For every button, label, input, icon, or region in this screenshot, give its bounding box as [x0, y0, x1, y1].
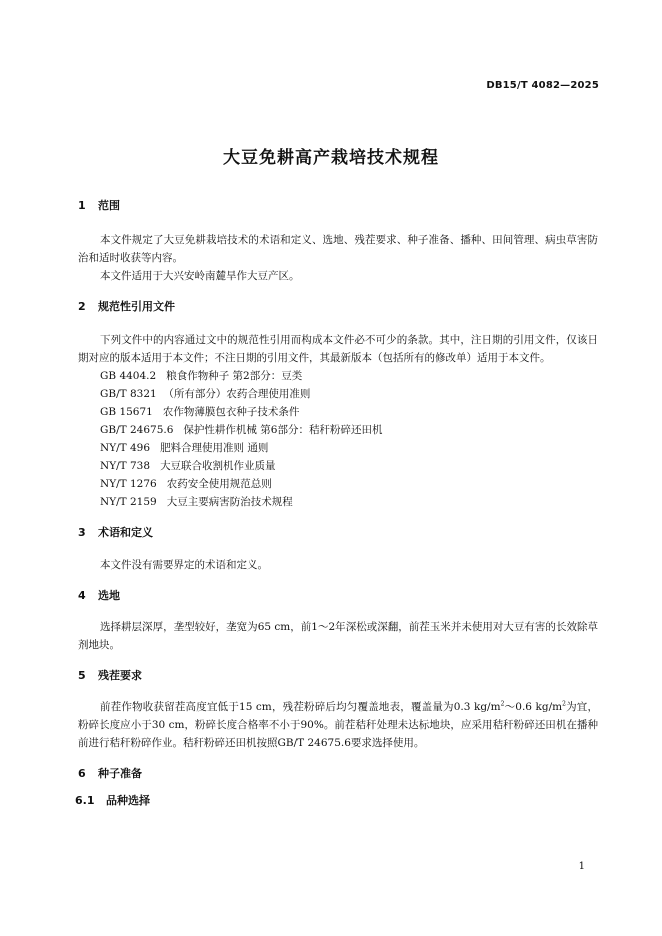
reference-code: NY/T 738: [100, 460, 151, 472]
section-title: 术语和定义: [98, 526, 153, 539]
subsection-number: 6.1: [75, 794, 95, 807]
section-number: 5: [78, 669, 86, 682]
section-number: 4: [78, 589, 86, 602]
reference-code: GB/T 8321: [100, 388, 157, 400]
site-selection-paragraph: 选择耕层深厚，垄型较好，垄宽为65 cm，前1～2年深松或深翻，前茬玉米并未使用对大豆有害的长效除草剂地块。: [78, 621, 598, 651]
section-number: 1: [78, 199, 86, 212]
reference-item: [78, 439, 598, 457]
superscript: 2: [562, 700, 566, 708]
section-heading-scope: [78, 198, 598, 214]
stubble-text-part-2: ～0.6 kg/m: [504, 701, 563, 713]
reference-title: 农药安全使用规范总则: [166, 478, 272, 490]
section-title: 种子准备: [98, 767, 142, 780]
section-heading-terms: [78, 525, 598, 541]
section-heading-stubble-requirements: [78, 668, 598, 684]
reference-code: NY/T 2159: [100, 496, 157, 508]
reference-code: GB/T 24675.6: [100, 424, 174, 436]
stubble-text-part-3: 为宜，粉碎长度应小于30 cm，粉碎长度合格率不小于90%。前茬秸秆处理未达标地块，应采用秸秆粉碎还田机在播种前进行秸秆粉碎作业。秸秆粉碎还田机按照GB/T 24675.6要求选择使用。: [78, 701, 599, 749]
references-intro-paragraph: 下列文件中的内容通过文中的规范性引用而构成本文件必不可少的条款。其中，注日期的引用文件，仅该日期对应的版本适用于本文件；不注日期的引用文件，其最新版本（包括所有的修改单）适用于本文件。: [78, 334, 598, 364]
terms-paragraph: 本文件没有需要界定的术语和定义。: [100, 559, 268, 571]
reference-item: [78, 493, 598, 511]
stubble-requirements-paragraph: [78, 698, 598, 752]
reference-title: 粮食作物种子 第2部分：豆类: [166, 370, 303, 382]
section-title: 规范性引用文件: [98, 300, 175, 313]
reference-code: NY/T 1276: [100, 478, 157, 490]
reference-title: 农作物薄膜包衣种子技术条件: [162, 406, 300, 418]
reference-item: [78, 403, 598, 421]
reference-title: 保护性耕作机械 第6部分：秸秆粉碎还田机: [183, 424, 383, 436]
reference-title: 肥料合理使用准则 通则: [160, 442, 269, 454]
section-number: 3: [78, 526, 86, 539]
reference-item: [78, 367, 598, 385]
section-number: 6: [78, 767, 86, 780]
reference-item: [78, 475, 598, 493]
reference-code: GB 15671: [100, 406, 153, 418]
page-number: 1: [578, 861, 585, 872]
scope-paragraph-2: 本文件适用于大兴安岭南麓旱作大豆产区。: [100, 270, 300, 282]
scope-paragraph-1: 本文件规定了大豆免耕栽培技术的术语和定义、选地、残茬要求、种子准备、播种、田间管理、病虫草害防治和适时收获等内容。: [78, 234, 598, 264]
section-heading-seed-preparation: [78, 766, 598, 782]
subsection-title: 品种选择: [106, 794, 150, 807]
section-title: 选地: [98, 589, 120, 602]
section-heading-site-selection: [78, 588, 598, 604]
standard-number: DB15/T 4082—2025: [486, 80, 599, 91]
subsection-heading-variety-selection: [75, 793, 598, 809]
section-number: 2: [78, 300, 86, 313]
stubble-text-part-1: 前茬作物收获留茬高度宜低于15 cm，残茬粉碎后均匀覆盖地表，覆盖量为0.3 kg/m: [100, 701, 501, 713]
reference-title: 大豆联合收割机作业质量: [160, 460, 276, 472]
reference-title: （所有部分）农药合理使用准则: [163, 388, 311, 400]
reference-item: [78, 421, 598, 439]
superscript: 2: [500, 700, 505, 708]
document-body: [75, 198, 599, 809]
reference-title: 大豆主要病害防治技术规程: [166, 496, 293, 508]
reference-item: [78, 457, 598, 475]
section-title: 残茬要求: [98, 669, 142, 682]
reference-code: GB 4404.2: [100, 370, 157, 382]
reference-code: NY/T 496: [100, 442, 151, 454]
document-title: 大豆免耕高产栽培技术规程: [223, 148, 439, 168]
reference-item: [78, 385, 598, 403]
section-title: 范围: [98, 199, 120, 212]
section-heading-normative-references: [78, 299, 598, 315]
